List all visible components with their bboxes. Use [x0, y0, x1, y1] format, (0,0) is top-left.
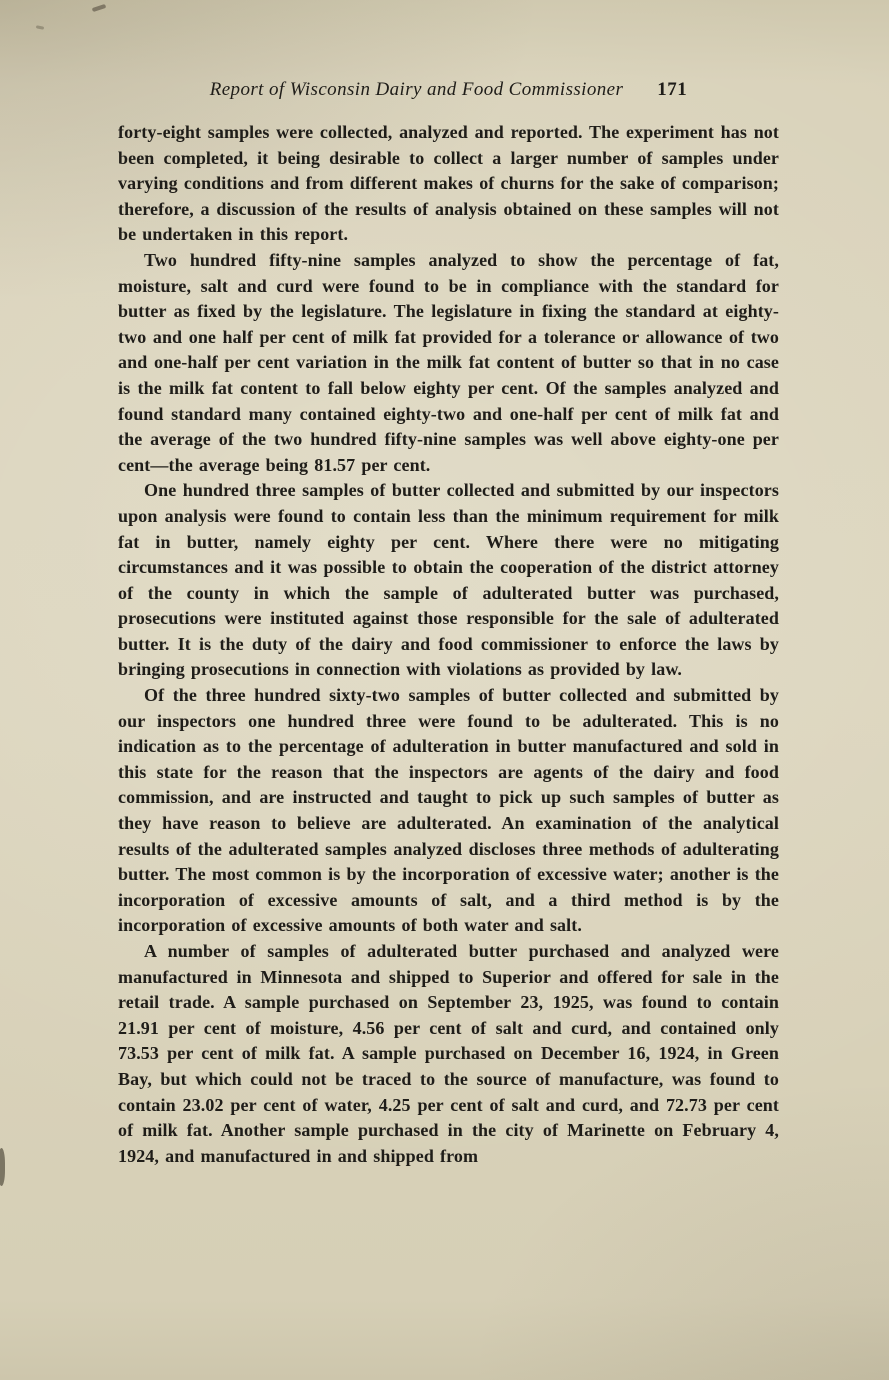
scan-artifact-mark: [36, 25, 44, 30]
paragraph-3: One hundred three samples of butter collected and submitted by our inspectors upon analysis were found to contain less than the minimum requirement for milk fat in butter, namely eighty per cent. Where there were no mitigating circumstances and it was possible to obtain the cooperation of the district attorney of the county in which the sample of adulterated butter was purchased, prosecutions were instituted against those responsible for the sale of adulterated butter. It is the duty of the dairy and food commissioner to enforce the laws by bringing prosecutions in connection with violations as provided by law.: [118, 480, 779, 680]
paragraph-4: Of the three hundred sixty-two samples of butter collected and submitted by our inspectors one hundred three were found to be adulterated. This is no indication as to the percentage of adulteration in butter manufactured and sold in this state for the reason that the inspectors are agents of the dairy and food commission, and are instructed and taught to pick up such samples of butter as they have reason to believe are adulterated. An examination of the analytical results of the adulterated samples analyzed discloses three methods of adulterating butter. The most common is by the incorporation of excessive water; another is the incorporation of excessive amounts of salt, and a third method is by the incorporation of excessive amounts of both water and salt.: [118, 685, 779, 936]
scan-artifact-mark: [92, 4, 107, 12]
body-text: [118, 120, 779, 1169]
paragraph-1: forty-eight samples were collected, analyzed and reported. The experiment has not been completed, it being desirable to collect a larger number of samples under varying conditions and from different makes of churns for the sake of comparison; therefore, a discussion of the results of analysis obtained on these samples will not be undertaken in this report.: [118, 122, 779, 245]
paragraph-5: A number of samples of adulterated butter purchased and analyzed were manufactured in Minnesota and shipped to Superior and offered for sale in the retail trade. A sample purchased on September 23, 1925, was found to contain 21.91 per cent of moisture, 4.56 per cent of salt and curd, and contained only 73.53 per cent of milk fat. A sample purchased on December 16, 1924, in Green Bay, but which could not be traced to the source of manufacture, was found to contain 23.02 per cent of water, 4.25 per cent of salt and curd, and 72.73 per cent of milk fat. Another sample purchased in the city of Marinette on February 4, 1924, and manufactured in and shipped from: [118, 941, 779, 1166]
running-head-title: Report of Wisconsin Dairy and Food Commissioner: [209, 79, 624, 100]
scan-artifact-mark: [0, 1148, 5, 1186]
page-header: [118, 78, 779, 102]
paragraph-2: Two hundred fifty-nine samples analyzed to show the percentage of fat, moisture, salt and curd were found to be in compliance with the standard for butter as fixed by the legislature. The legislature in fixing the standard at eighty-two and one half per cent of milk fat provided for a tolerance or allowance of two and one-half per cent variation in the milk fat content of butter so that in no case is the milk fat content to fall below eighty per cent. Of the samples analyzed and found standard many contained eighty-two and one-half per cent of milk fat and the average of the two hundred fifty-nine samples was well above eighty-one per cent—the average being 81.57 per cent.: [118, 249, 779, 475]
page-number: 171: [657, 79, 688, 100]
